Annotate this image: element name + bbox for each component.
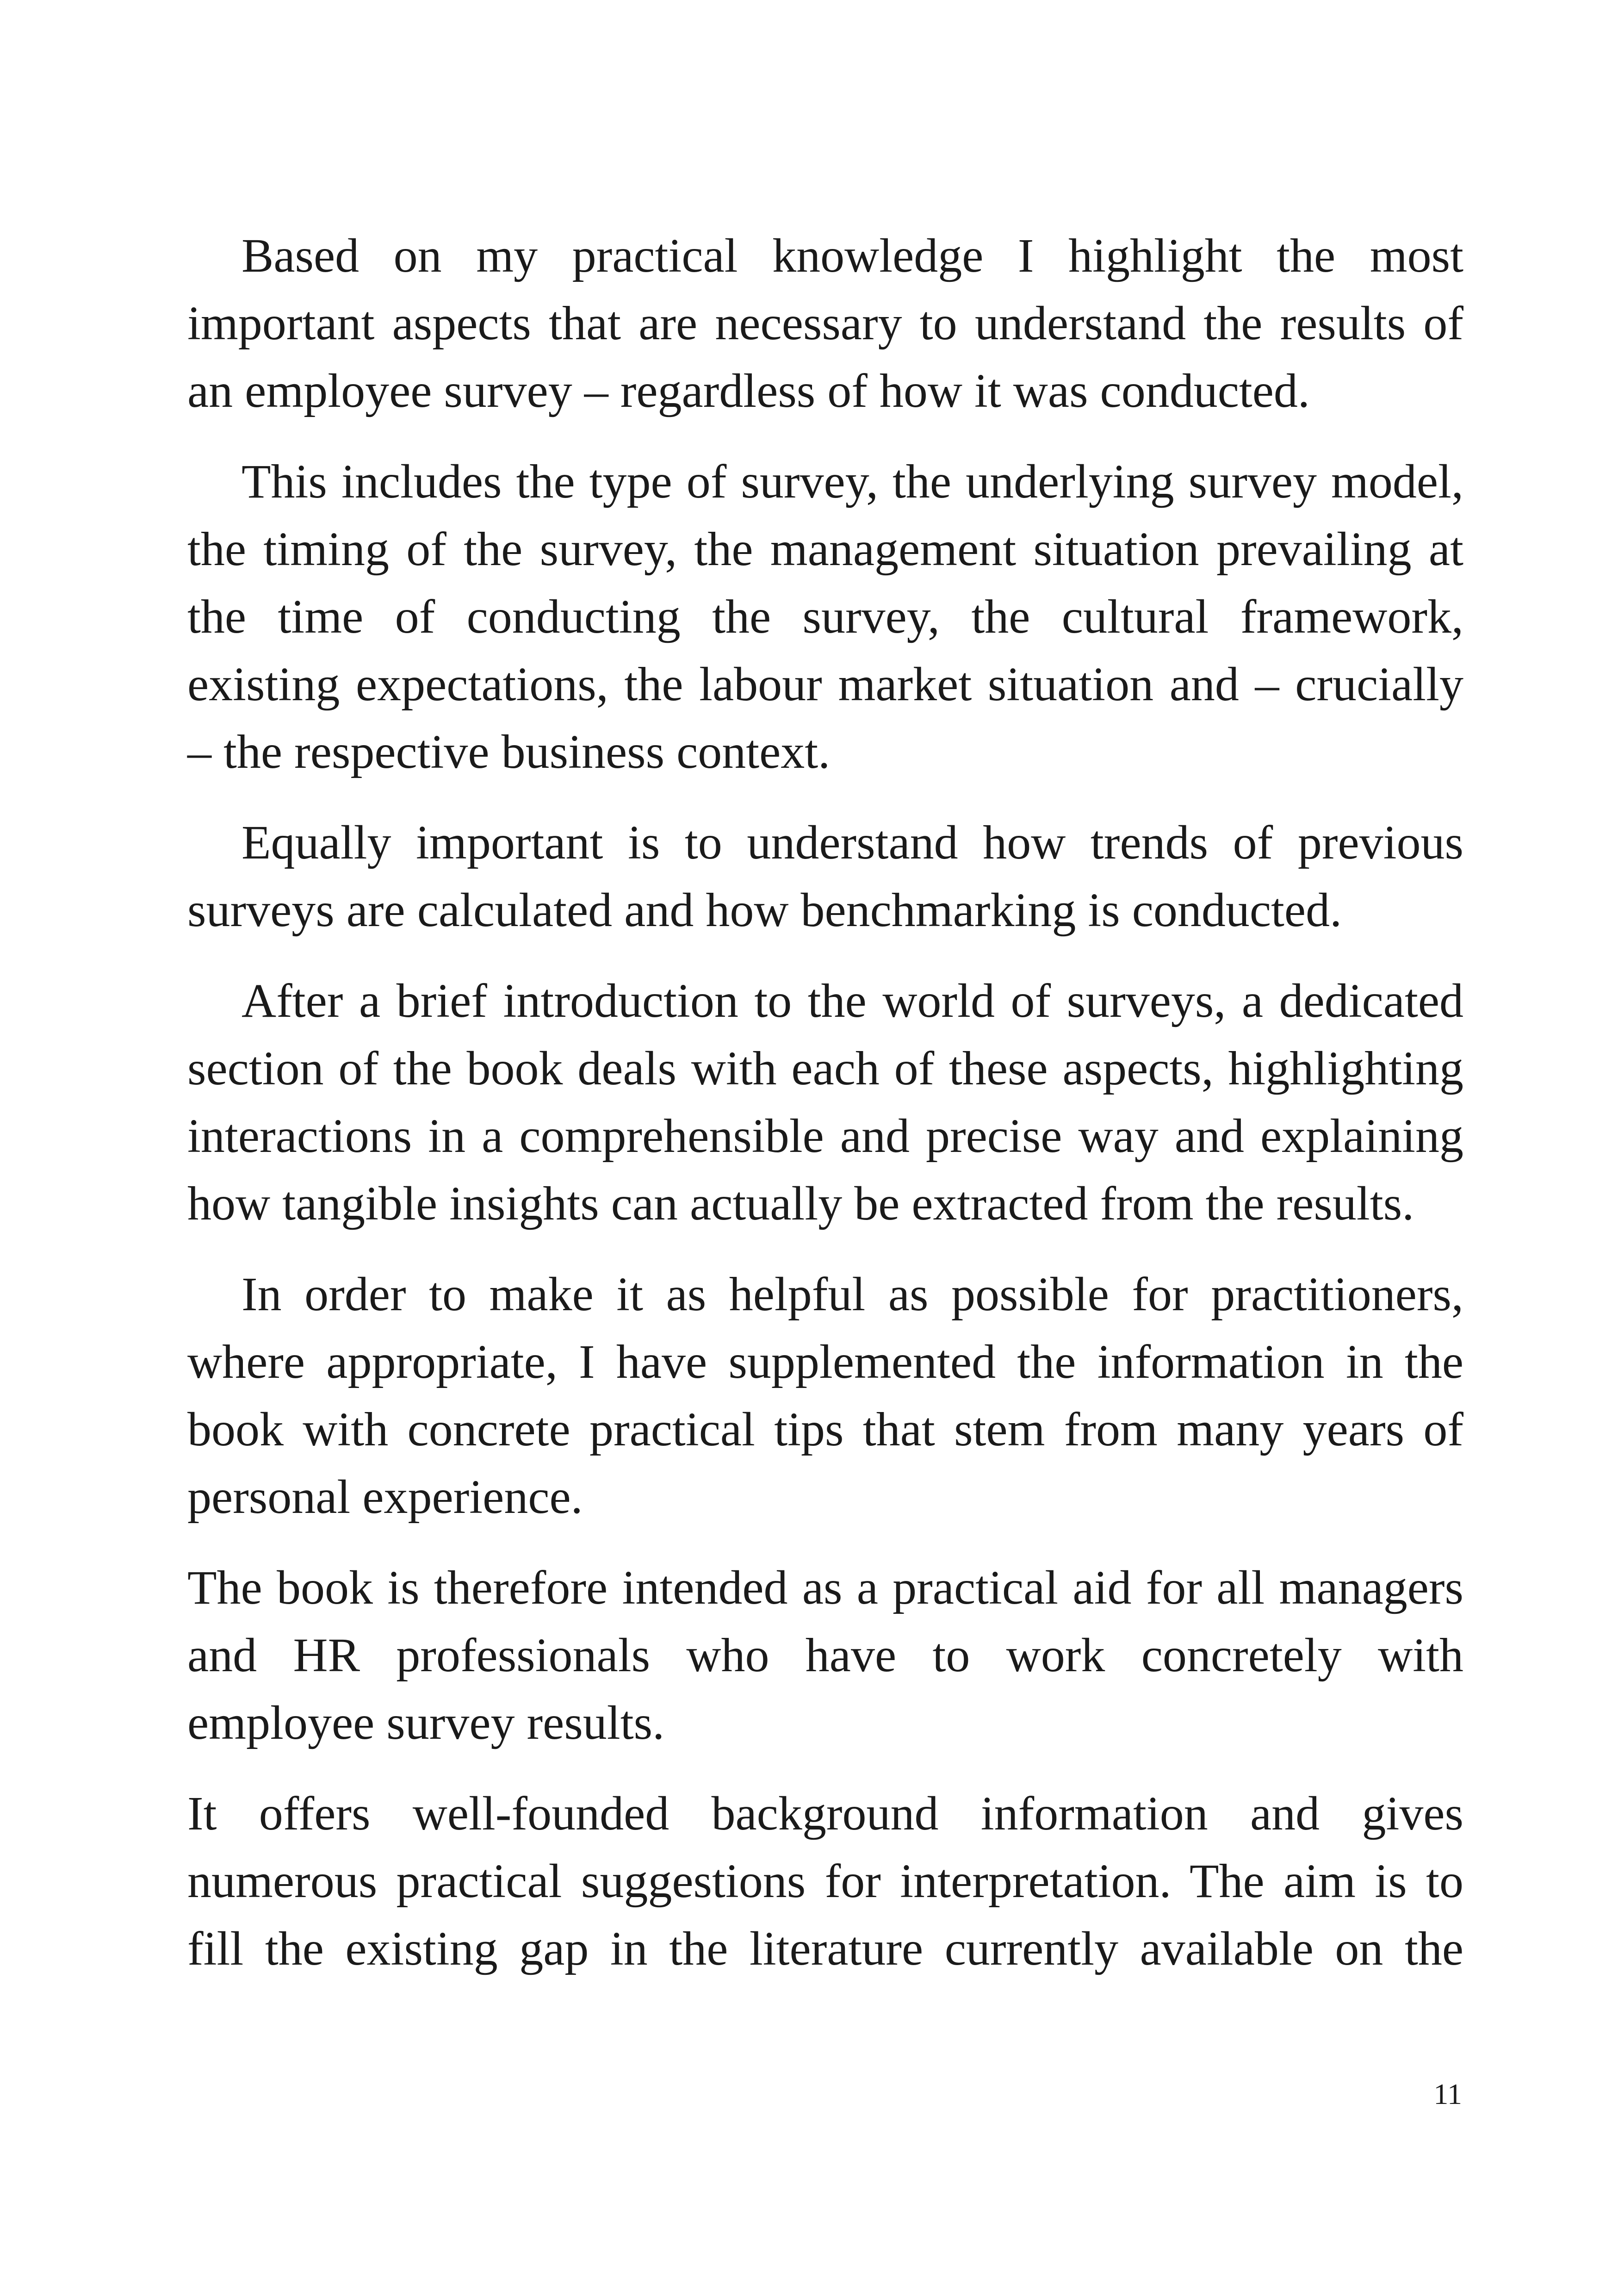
paragraph-aspects: This includes the type of survey, the underlying survey model, the timing of the survey, the management situation prevailing at the time of conducting the survey, the cultural framework, existing expectations, the labour market situation and – crucially – the respective business context.: [187, 455, 1463, 778]
body-text: [187, 222, 1463, 2006]
paragraph-structure: After a brief introduction to the world of surveys, a dedicated section of the book deals with each of these aspects, highlighting interactions in a comprehensible and precise way and explaining how tangible insights can actually be extracted from the results.: [187, 974, 1463, 1230]
paragraph-purpose: The book is therefore intended as a practical aid for all managers and HR professionals who have to work concretely with employee survey results.: [187, 1561, 1463, 1749]
paragraph-tips: In order to make it as helpful as possible for practitioners, where appropriate, I have supplemented the information in the book with concrete practical tips that stem from many years of personal experience.: [187, 1268, 1463, 1524]
paragraph-aim: It offers well-founded background information and gives numerous practical suggestions for interpretation. The aim is to fill the existing gap in the literature currently available on the: [187, 1787, 1463, 1975]
paragraph-trends: Equally important is to understand how trends of previous surveys are calculated and how benchmarking is conducted.: [187, 816, 1463, 937]
paragraph-intro: Based on my practical knowledge I highlight the most important aspects that are necessary to understand the results of an employee survey – regardless of how it was conducted.: [187, 229, 1463, 417]
page-number: 11: [1433, 2078, 1462, 2110]
